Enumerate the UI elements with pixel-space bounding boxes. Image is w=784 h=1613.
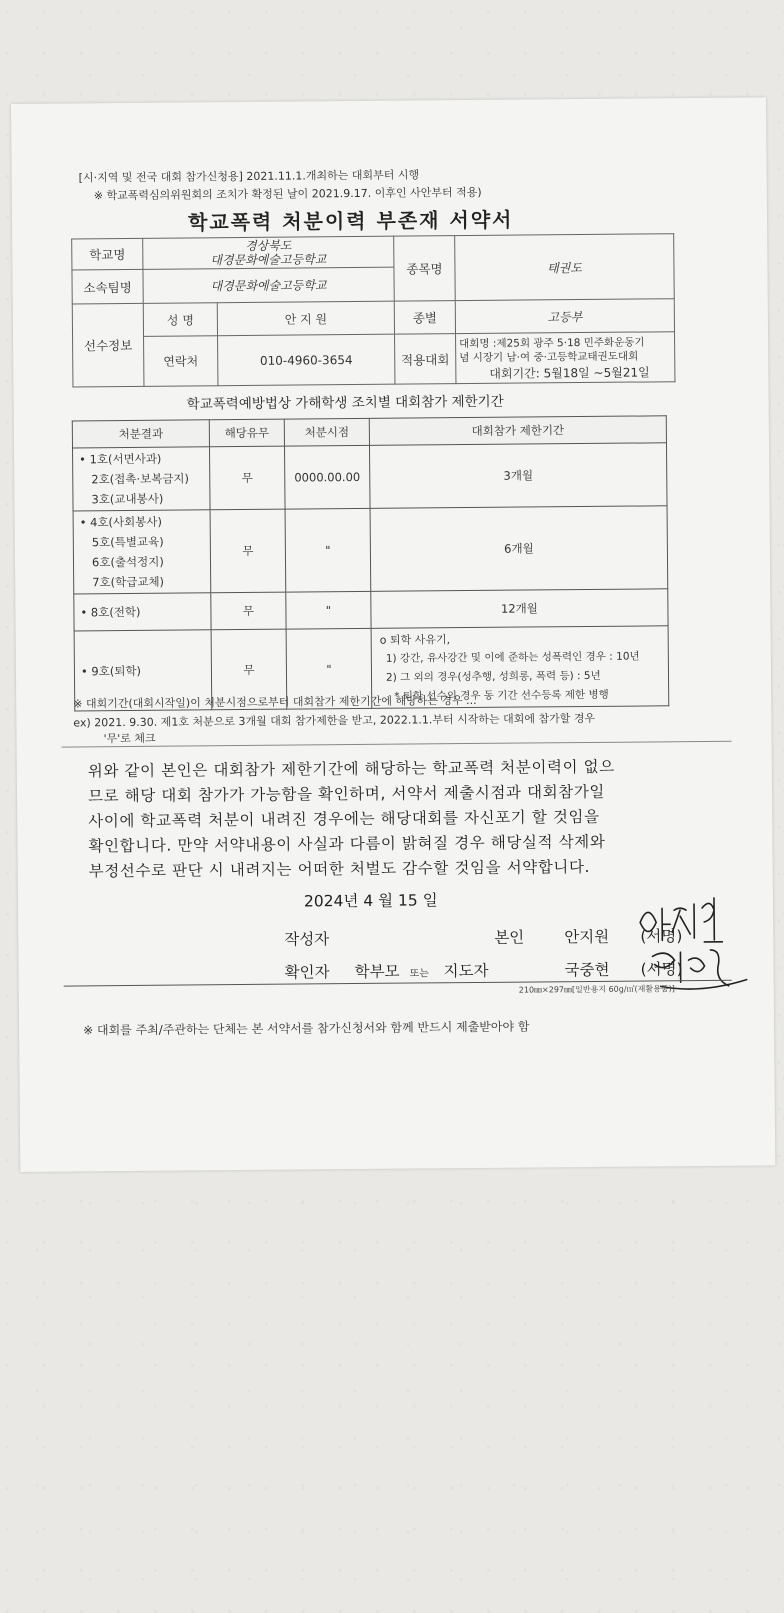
table-row [73, 506, 668, 594]
pledge-document [11, 97, 775, 1172]
contact-value: 010-4960-3654 [218, 334, 395, 386]
event-name-line-2: 념 시장기 남·여 중·고등학교태권도대회 [459, 350, 639, 364]
result-cell [73, 447, 211, 511]
pledge-line: 사이에 학교폭력 처분이 내려진 경우에는 해당대회를 자신포기 할 것임을 [88, 807, 600, 831]
header-line-1: [시·지역 및 전국 대회 참가신청용] 2021.11.1.개최하는 대회부터 시행 [78, 168, 420, 185]
result-cell: • 8호(전학) [74, 593, 211, 631]
school-label: 학교명 [72, 238, 143, 270]
writer-sign-mark: (서명) [640, 927, 683, 946]
applicable-cell: 무 [211, 629, 287, 710]
restriction-subtitle: 학교폭력예방법상 가해학생 조치별 대회참가 제한기간 [186, 393, 504, 413]
division-label: 종별 [394, 301, 455, 335]
period-cell: 6개월 [370, 506, 668, 592]
school-cell [143, 236, 394, 269]
school-name: 대경문화예술고등학교 [210, 252, 327, 268]
col-header-date: 처분시점 [284, 418, 369, 446]
or-label: 또는 [409, 968, 429, 980]
col-header-result: 처분결과 [72, 420, 209, 448]
confirmer-label: 확인자 [284, 963, 330, 982]
expulsion-line-1: o 퇴학 사유기, [379, 632, 451, 647]
col-header-applicable: 해당유무 [209, 419, 284, 447]
coach-name: 국중현 [564, 960, 610, 980]
writer-label: 작성자 [284, 930, 330, 949]
restriction-table [72, 415, 670, 711]
footer-note: ※ 대회를 주최/주관하는 단체는 본 서약서를 참가신청서와 함께 반드시 제출받아야 함 [83, 1019, 530, 1038]
result-cell: • 9호(퇴학) [74, 630, 212, 711]
event-name-line-1: 대회명 :제25회 광주 5·18 민주화운동기 [459, 335, 645, 350]
team-name: 대경문화예술고등학교 [143, 267, 394, 303]
athlete-info-table [71, 233, 675, 387]
period-cell: 3개월 [369, 443, 667, 509]
document-title: 학교폭력 처분이력 부존재 서약서 [187, 207, 514, 235]
event-period: 대회기간: 5월18일 ~5월21일 [489, 364, 650, 381]
period-cell: 12개월 [371, 589, 668, 629]
athlete-info-label: 선수정보 [72, 303, 144, 387]
self-label: 본인 [494, 928, 525, 947]
applicable-cell: 무 [209, 446, 285, 510]
pledge-line: 확인합니다. 만약 서약내용이 사실과 다름이 밝혀질 경우 해당실적 삭제와 [88, 832, 606, 856]
expulsion-line-2: 1) 강간, 유사강간 및 이에 준하는 성폭력인 경우 : 10년 [385, 650, 640, 665]
division-value: 고등부 [455, 299, 674, 334]
table-row [74, 589, 668, 631]
date-cell: " [286, 628, 372, 709]
writer-name: 안지원 [564, 927, 610, 947]
event-cell [456, 332, 675, 384]
item-6: 6호(출석정지) [91, 554, 164, 570]
name-label: 성 명 [143, 303, 217, 337]
coach-label: 지도자 [443, 961, 489, 981]
pledge-line: 부정선수로 판단 시 내려지는 어떠한 처벌도 감수할 것임을 서약합니다. [88, 857, 591, 881]
item-3: 3호(교내봉사) [91, 491, 164, 507]
table-row [73, 443, 668, 511]
item-4: • 4호(사회봉사) [79, 514, 162, 530]
school-region: 경상북도 [244, 238, 292, 253]
note-1: ※ 대회기간(대회시작일)이 처분시점으로부터 대회참가 제한기간에 해당하는 경우 ... [73, 693, 477, 711]
pledge-line: 므로 해당 대회 참가가 가능함을 확인하며, 서약서 제출시점과 대회참가일 [87, 782, 606, 806]
sport-label: 종목명 [394, 236, 456, 302]
pledge-paragraph [88, 755, 616, 885]
coach-sign-mark: (서명) [640, 960, 683, 979]
expulsion-line-3: 2) 그 외의 경우(성추행, 성희롱, 폭력 등) : 5년 [385, 669, 601, 684]
date-cell: " [285, 508, 371, 592]
contact-label: 연락처 [144, 336, 218, 387]
example-line-1: ex) 2021. 9.30. 제1호 처분으로 3개월 대회 참가제한을 받고, 2022.1.1.부터 시작하는 대회에 참가할 경우 [73, 711, 596, 730]
date-cell: " [286, 591, 371, 629]
expulsion-line-4: * 퇴학 선수의 경우 동 기간 선수등록 제한 병행 [394, 688, 609, 703]
team-label: 소속팀명 [72, 269, 143, 304]
divider [62, 741, 732, 748]
item-2: 2호(접촉·보복금지) [91, 471, 190, 487]
example-line-2: '무'로 체크 [103, 731, 156, 746]
item-5: 5호(특별교육) [91, 534, 164, 550]
pledge-line: 위와 같이 본인은 대회참가 제한기간에 해당하는 학교폭력 처분이력이 없으 [87, 757, 615, 781]
athlete-name: 안 지 원 [217, 301, 394, 336]
applicable-cell: 무 [211, 592, 286, 630]
result-cell [73, 510, 211, 594]
pledge-date: 2024년 4 월 15 일 [303, 891, 438, 911]
header-line-2: ※ 학교폭력심의위원회의 조치가 확정된 날이 2021.9.17. 이후인 사안부터 적용) [93, 185, 482, 203]
event-label: 적용대회 [395, 334, 456, 385]
sport-value: 태권도 [455, 234, 675, 301]
item-7: 7호(학급교체) [92, 574, 165, 590]
col-header-period: 대회참가 제한기간 [369, 416, 666, 446]
parent-label: 학부모 [354, 962, 400, 982]
paper-spec: 210㎜×297㎜[일반용지 60g/㎡(재활용품)] [518, 984, 675, 995]
applicable-cell: 무 [210, 509, 286, 593]
item-1: • 1호(서면사과) [79, 451, 162, 467]
date-cell: 0000.00.00 [284, 445, 370, 509]
